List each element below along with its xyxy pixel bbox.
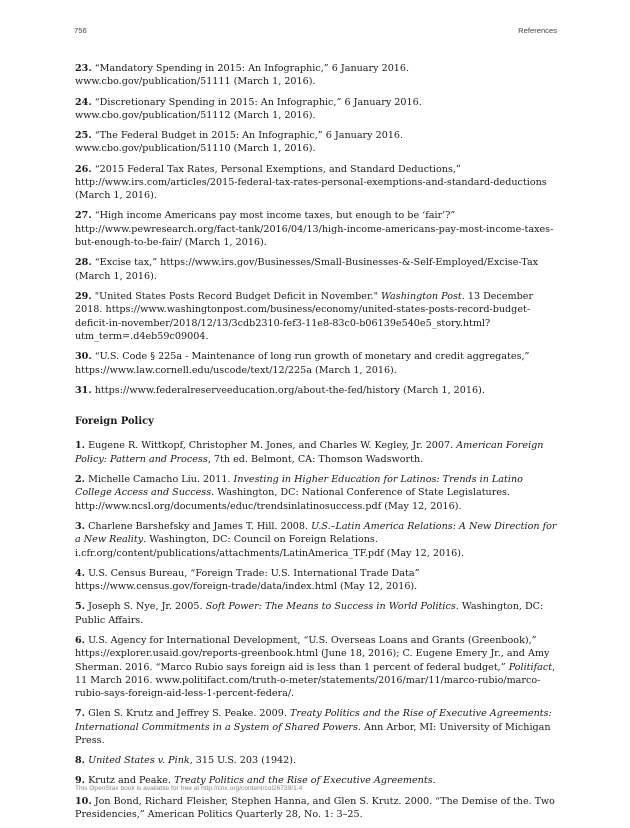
reference-text: “The Federal Budget in 2015: An Infographic,” 6 January 2016. www.cbo.gov/publication/51110 (March 1, 2016). [75, 130, 404, 155]
reference-number: 7. [75, 708, 86, 720]
reference-group-budget [75, 62, 557, 397]
reference-text: Michelle Camacho Liu. 2011. [85, 473, 234, 485]
reference-number: 3. [75, 520, 86, 532]
reference-entry [75, 567, 557, 594]
reference-text: Jon Bond, Richard Fleisher, Stephen Hanna, and Glen S. Krutz. 2000. “The Demise of the. Two Presidencies,” American Politics Quarterly 28, No. 1: 3–25. [75, 795, 555, 820]
reference-number: 2. [75, 473, 86, 485]
reference-text: “Mandatory Spending in 2015: An Infographic,” 6 January 2016. www.cbo.gov/publication/51111 (March 1, 2016). [75, 63, 410, 88]
reference-title-italic: U.S.–Latin America Relations: A New Direction for a New Reality [75, 520, 557, 546]
reference-number: 6. [75, 634, 86, 646]
reference-number: 23. [75, 63, 92, 74]
reference-entry [75, 129, 557, 156]
reference-entry [75, 209, 557, 249]
reference-title-italic: Politifact [508, 661, 553, 673]
reference-title-italic: Treaty Politics and the Rise of Executive Agreements [174, 775, 433, 787]
reference-entry [75, 520, 557, 560]
reference-number: 5. [75, 601, 86, 613]
reference-text: U.S. Census Bureau, “Foreign Trade: U.S. International Trade Data” https://www.census.gov/foreign-trade/data/index.html (May 12, 2016). [75, 567, 420, 593]
reference-entry [75, 439, 557, 466]
reference-text: https://www.federalreserveeducation.org/about-the-fed/history (March 1, 2016). [91, 384, 485, 396]
reference-title-italic: Treaty Politics and the Rise of Executive Agreements: International Commitments in a System of Shared Powers [75, 708, 552, 733]
reference-text: “Excise tax,” https://www.irs.gov/Businesses/Small-Businesses-&-Self-Employed/Excise-Tax (March 1, 2016). [75, 257, 539, 282]
reference-entry [75, 256, 557, 283]
reference-entry [75, 600, 557, 627]
reference-title-italic: Soft Power: The Means to Success in World Politics [205, 601, 456, 613]
running-header: References [518, 26, 557, 35]
reference-number: 25. [75, 130, 92, 141]
reference-number: 8. [75, 755, 86, 767]
reference-number: 24. [75, 96, 92, 108]
footer-note: This OpenStax book is available for free at http://cnx.org/content/col26739/1.4 [75, 785, 303, 792]
reference-entry [75, 795, 557, 822]
reference-text: Joseph S. Nye, Jr. 2005. [85, 601, 206, 613]
reference-entry [75, 634, 557, 701]
reference-entry [75, 473, 557, 513]
reference-text: Krutz and Peake. [85, 775, 175, 787]
section-heading-foreign-policy: Foreign Policy [75, 416, 154, 428]
reference-number: 1. [75, 440, 86, 452]
reference-text: , 11 March 2016. www.politifact.com/truth-o-meter/statements/2016/mar/11/marco-rubio/marco-rubio-says-foreign-aid-less-1-percent-federa/. [75, 661, 556, 700]
reference-entry [75, 707, 557, 747]
reference-number: 28. [75, 257, 92, 269]
reference-group-foreign-policy [75, 439, 557, 821]
reference-number: 27. [75, 210, 92, 222]
reference-entry [75, 290, 557, 344]
reference-number: 9. [75, 775, 86, 787]
reference-text: . Washington, DC: National Conference of State Legislatures. http://www.ncsl.org/documents/educ/trendsinlatinosuccess.pdf (May 12, 2016). [75, 487, 510, 512]
reference-text: Charlene Barshefsky and James T. Hill. 2008. [85, 520, 312, 532]
references-list [75, 62, 557, 828]
reference-number: 4. [75, 567, 86, 579]
reference-text: "United States Posts Record Budget Deficit in November." [91, 290, 382, 302]
reference-text: . 13 December 2018. https://www.washingtonpost.com/business/economy/united-states-posts-record-budget-deficit-in-november/2018/12/13/3cdb2310-fef3-11e8-83c0-b06139e540e5_story.html?utm_term=.d4eb59c09004. [75, 290, 534, 343]
reference-text: “U.S. Code § 225a - Maintenance of long run growth of monetary and credit aggregates,” https://www.law.cornell.edu/uscode/text/12/225a (March 1, 2016). [75, 351, 530, 376]
reference-text: , 7th ed. Belmont, CA: Thomson Wadsworth. [207, 453, 424, 465]
reference-title-italic: American Foreign Policy: Pattern and Process [75, 440, 544, 465]
reference-number: 31. [75, 384, 92, 396]
reference-text: . [432, 775, 436, 787]
reference-number: 30. [75, 351, 92, 363]
reference-entry [75, 350, 557, 377]
reference-title-italic: Investing in Higher Education for Latinos: Trends in Latino College Access and Success [75, 473, 523, 499]
reference-text: “Discretionary Spending in 2015: An Infographic,” 6 January 2016. www.cbo.gov/publication/51112 (March 1, 2016). [75, 96, 422, 121]
reference-entry [75, 384, 557, 397]
reference-text: . Washington, DC: Council on Foreign Relations. i.cfr.org/content/publications/attachments/LatinAmerica_TF.pdf (May 12, 2016). [75, 534, 465, 559]
reference-entry [75, 754, 557, 767]
reference-text: U.S. Agency for International Development, “U.S. Overseas Loans and Grants (Greenbook),” https://explorer.usaid.gov/reports-greenbook.html (June 18, 2016); C. Eugene Emery Jr., and Amy Sherman. 2016. “Marco Rubio says foreign aid is less than 1 percent of federal budget,” [75, 634, 550, 673]
reference-entry [75, 163, 557, 203]
reference-title-italic: Washington Post [381, 290, 462, 302]
reference-text: “High income Americans pay most income taxes, but enough to be ‘fair’?” http://www.pewresearch.org/fact-tank/2016/04/13/high-income-americans-pay-most-income-taxes-but-enough-to-be-fair/ (March 1, 2016). [75, 210, 554, 249]
page-number: 756 [74, 26, 87, 35]
reference-text: , 315 U.S. 203 (1942). [189, 755, 297, 767]
reference-text: . Washington, DC: Public Affairs. [75, 601, 544, 626]
reference-entry [75, 62, 557, 89]
reference-number: 29. [75, 290, 92, 302]
reference-title-italic: United States v. Pink [88, 755, 190, 767]
reference-number: 10. [75, 795, 92, 807]
reference-text: . Ann Arbor, MI: University of Michigan Press. [75, 721, 551, 747]
reference-number: 26. [75, 163, 92, 175]
reference-text: “2015 Federal Tax Rates, Personal Exemptions, and Standard Deductions,” http://www.irs.com/articles/2015-federal-tax-rates-personal-exemptions-and-standard-deductions (March 1, 2016). [75, 163, 547, 202]
reference-text: Eugene R. Wittkopf, Christopher M. Jones, and Charles W. Kegley, Jr. 2007. [85, 440, 457, 452]
reference-text: Glen S. Krutz and Jeffrey S. Peake. 2009. [85, 708, 290, 720]
reference-entry [75, 96, 557, 123]
